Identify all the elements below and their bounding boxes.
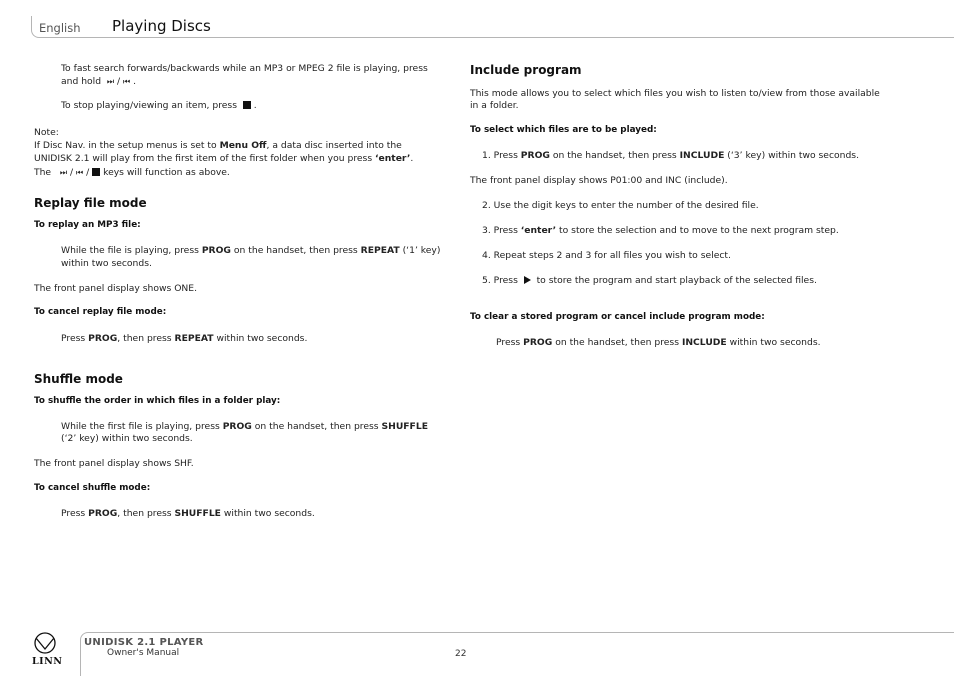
stop-icon xyxy=(243,101,251,109)
note-line-2: UNIDISK 2.1 will play from the first item of the first folder when you press ‘enter’. xyxy=(34,153,414,164)
note-line-3: The ⏭ / ⏮ / keys will function as above. xyxy=(34,167,230,178)
replay-p1-line2: within two seconds. xyxy=(61,258,152,269)
footer-manual: Owner's Manual xyxy=(107,648,180,658)
footer-product: UNIDISK 2.1 PLAYER xyxy=(84,637,204,648)
replay-sub-1: To replay an MP3 file: xyxy=(34,220,141,230)
prev-track-icon: ⏮ xyxy=(76,168,84,177)
include-step-3: 3. Press ‘enter’ to store the selection and to move to the next program step. xyxy=(482,225,839,236)
intro-line-2: and hold ⏭ / ⏮ . xyxy=(61,76,137,87)
include-sub-2: To clear a stored program or cancel include program mode: xyxy=(470,312,765,322)
include-display: The front panel display shows P01:00 and INC (include). xyxy=(470,175,728,186)
stop-icon xyxy=(92,168,100,176)
replay-display: The front panel display shows ONE. xyxy=(34,283,198,294)
prev-track-icon: ⏮ xyxy=(123,77,131,86)
next-track-icon: ⏭ xyxy=(59,168,68,177)
footer-frame xyxy=(80,632,954,676)
shuffle-heading: Shuffle mode xyxy=(34,372,123,386)
include-intro-2: in a folder. xyxy=(470,100,519,111)
note-line-1: If Disc Nav. in the setup menus is set to Menu Off, a data disc inserted into the xyxy=(34,140,402,151)
page-number: 22 xyxy=(455,649,467,659)
intro-stop: To stop playing/viewing an item, press . xyxy=(61,100,257,111)
shuffle-display: The front panel display shows SHF. xyxy=(34,458,194,469)
header-language: English xyxy=(39,21,81,35)
shuffle-sub-2: To cancel shuffle mode: xyxy=(34,483,151,493)
shuffle-p1-line2: (‘2’ key) within two seconds. xyxy=(61,433,193,444)
include-sub-1: To select which files are to be played: xyxy=(470,125,657,135)
replay-p1-line1: While the file is playing, press PROG on the handset, then press REPEAT (‘1’ key) xyxy=(61,245,441,256)
include-heading: Include program xyxy=(470,63,582,77)
replay-sub-2: To cancel replay file mode: xyxy=(34,307,167,317)
page-title: Playing Discs xyxy=(112,17,211,35)
replay-heading: Replay file mode xyxy=(34,196,147,210)
include-clear: Press PROG on the handset, then press INCLUDE within two seconds. xyxy=(496,337,821,348)
logo-text: LINN xyxy=(32,656,63,667)
shuffle-cancel: Press PROG, then press SHUFFLE within two seconds. xyxy=(61,508,315,519)
include-step-5: 5. Press to store the program and start playback of the selected files. xyxy=(482,275,817,286)
shuffle-sub-1: To shuffle the order in which files in a folder play: xyxy=(34,396,281,406)
next-track-icon: ⏭ xyxy=(106,77,115,86)
include-step-4: 4. Repeat steps 2 and 3 for all files you wish to select. xyxy=(482,250,731,261)
replay-cancel: Press PROG, then press REPEAT within two seconds. xyxy=(61,333,308,344)
shuffle-p1-line1: While the first file is playing, press PROG on the handset, then press SHUFFLE xyxy=(61,421,428,432)
play-icon xyxy=(524,276,531,284)
include-intro-1: This mode allows you to select which files you wish to listen to/view from those available xyxy=(470,88,880,99)
intro-line-1: To fast search forwards/backwards while an MP3 or MPEG 2 file is playing, press xyxy=(61,63,428,74)
include-step-1: 1. Press PROG on the handset, then press INCLUDE (‘3’ key) within two seconds. xyxy=(482,150,859,161)
include-step-2: 2. Use the digit keys to enter the number of the desired file. xyxy=(482,200,759,211)
note-label: Note: xyxy=(34,127,59,138)
